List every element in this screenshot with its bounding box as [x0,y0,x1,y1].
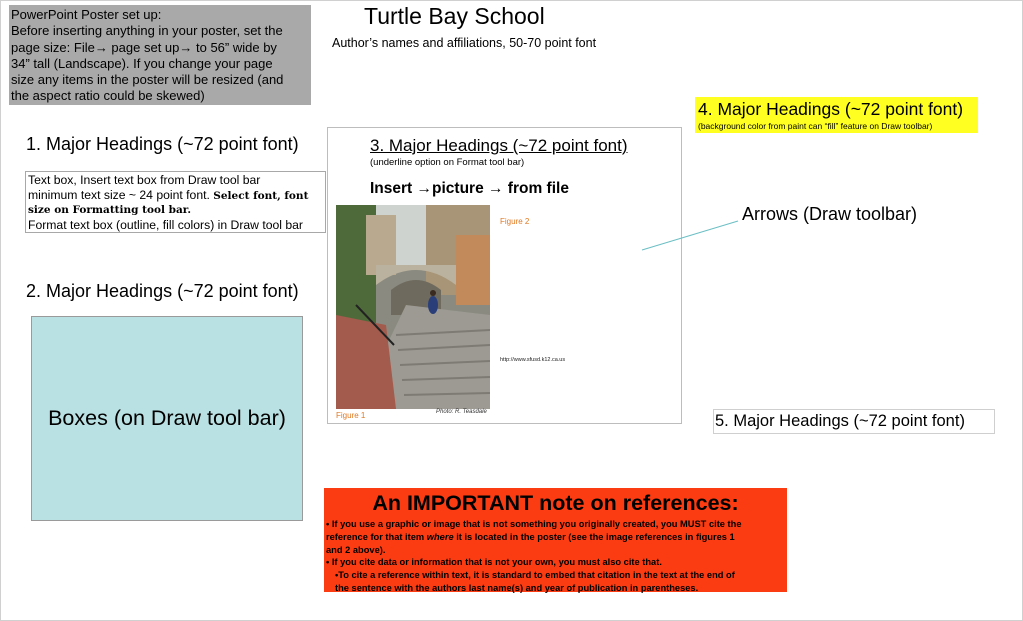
image-url: http://www.sfusd.k12.ca.us [500,357,566,363]
poster-title[interactable]: Turtle Bay School [364,3,545,29]
arrows-label[interactable]: Arrows (Draw toolbar) [742,204,918,224]
textbox-line-2-bold: Select font, font [213,189,309,202]
insert-word: Insert [370,180,417,197]
authors-line[interactable]: Author’s names and affiliations, 50-70 point font [332,36,597,50]
setup-instructions-box[interactable] [9,5,311,105]
heading-3[interactable]: 3. Major Headings (~72 point font) [370,136,628,155]
heading-4: 4. Major Headings (~72 point font) [698,99,964,119]
references-note-box[interactable] [324,488,787,592]
text-box-example[interactable] [25,171,326,233]
note-text: it is located in the poster (see the image references in figures 1 [453,531,735,542]
heading-3-subtitle: (underline option on Format tool bar) [370,157,525,168]
arrow-glyph: → [416,180,433,197]
note-bullet-1-line-2 [326,531,785,544]
heading-1[interactable]: 1. Major Headings (~72 point font) [26,134,299,154]
photo-credit: Photo: R. Teasdale [436,409,487,415]
setup-line: PowerPoint Poster set up: [11,7,162,22]
note-bullet-1-line-1: • If you use a graphic or image that is not something you originally created, you MUST cite the [326,519,742,529]
setup-line: the aspect ratio could be skewed) [11,88,205,104]
from-file-word: from file [503,180,569,197]
setup-line: Before inserting anything in your poster, set the [11,23,283,39]
setup-line: page size: File→ page set up→ to 56” wide by [11,39,277,55]
note-text: reference for that item [326,531,427,542]
setup-line: size any items in the poster will be resized (and [11,72,284,88]
boxes-demo-shape[interactable] [31,316,303,521]
textbox-line-2-plain: minimum text size ~ 24 point font. [28,187,214,202]
heading-2[interactable]: 2. Major Headings (~72 point font) [26,281,299,301]
textbox-line-1: Text box, Insert text box from Draw tool bar [28,173,261,187]
arrow-glyph: → [488,180,504,197]
note-bullet-1-line-3: and 2 above). [326,544,386,555]
figure-1-label: Figure 1 [336,411,366,420]
textbox-line-4: Format text box (outline, fill colors) in Draw tool bar [28,217,303,232]
textbox-line-3: size on Formatting tool bar. [28,204,192,216]
note-bullet-3-line-2: the sentence with the authors last name(s) and year of publication in parentheses. [335,582,699,593]
figure-2-label: Figure 2 [500,217,530,226]
heading-4-subtitle: (background color from paint can “fill” feature on Draw toolbar) [698,121,933,131]
note-emphasis: where [426,531,454,542]
picture-word: picture [432,180,488,197]
note-title: An IMPORTANT note on references: [372,491,739,515]
boxes-label: Boxes (on Draw tool bar) [48,406,286,430]
heading-5: 5. Major Headings (~72 point font) [715,412,965,430]
setup-line: 34” tall (Landscape). If you change your page [11,55,273,71]
note-bullet-3-line-1: •To cite a reference within text, it is standard to embed that citation in the text at the end of [335,570,735,581]
heading-5-box[interactable] [713,409,995,434]
street-stairs-photo[interactable] [336,205,490,409]
note-bullet-2: • If you cite data or information that is not your own, you must also cite that. [326,557,662,568]
textbox-line-2 [28,188,323,204]
insert-picture-instruction[interactable] [370,180,569,198]
heading-4-box[interactable] [695,97,978,133]
